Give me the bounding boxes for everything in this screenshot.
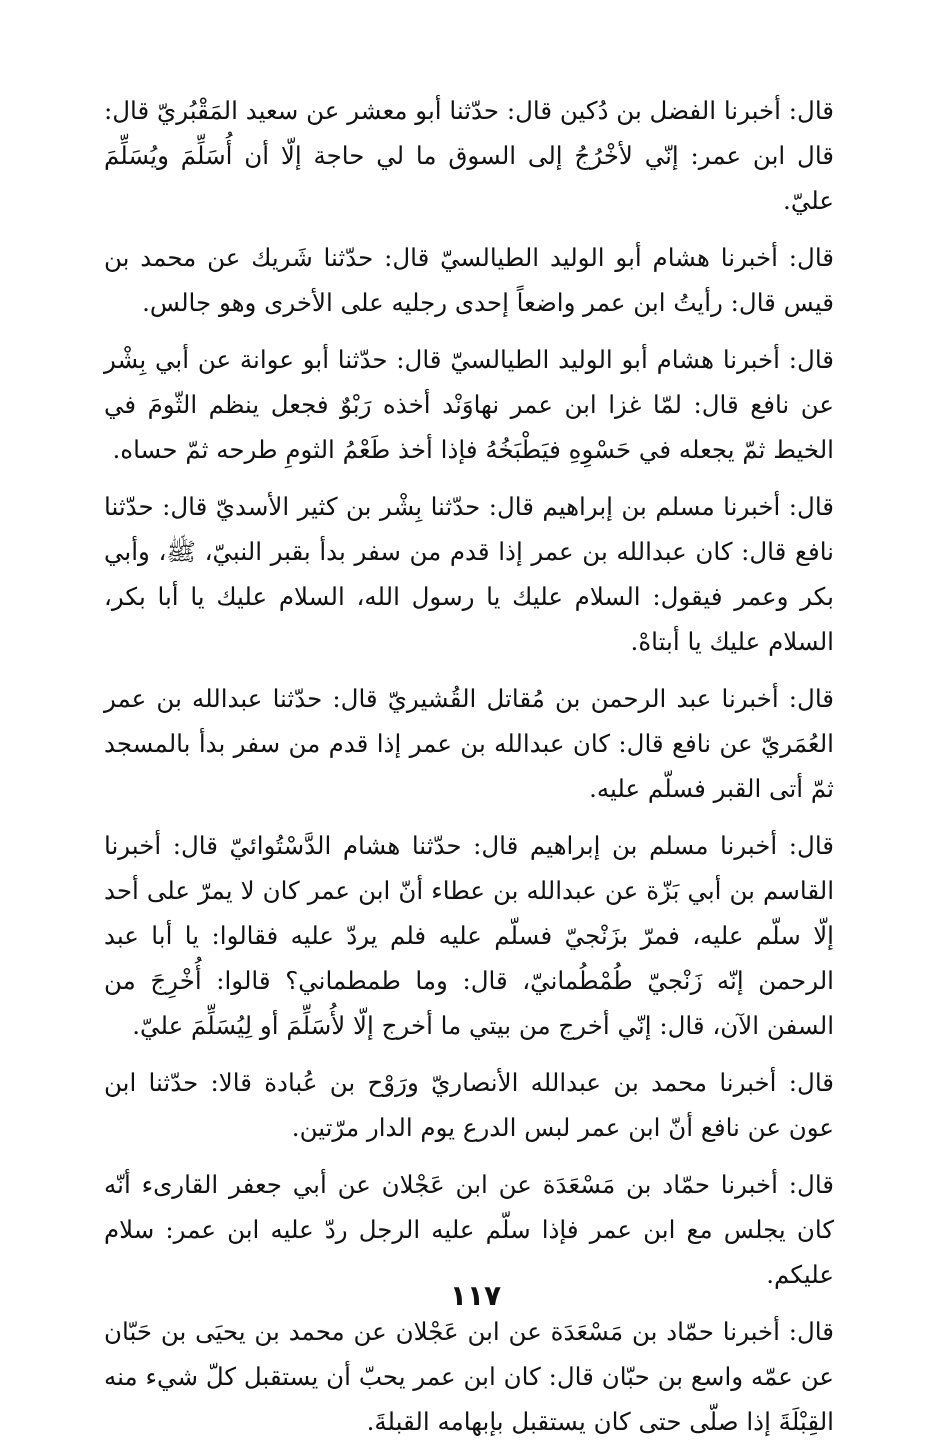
paragraph-9: قال: أخبرنا حمّاد بن مَسْعَدَة عن ابن عَجْلان عن محمد بن يحيَى بن حَبّان عن عمّه واسع بن حبّان قال: كان ابن عمر يحبّ أن يستقبل كلّ شيء منه القِبْلَةَ إذا صلّى حتى كان يستقبل بإبهامه القبلةَ. [104,1317,834,1436]
page-body [104,88,834,1444]
paragraph-5: قال: أخبرنا عبد الرحمن بن مُقاتل القُشيريّ قال: حدّثنا عبدالله بن عمر العُمَريّ عن نافع قال: كان عبدالله بن عمر إذا قدم من سفر بدأ بالمسجد ثمّ أتى القبر فسلّم عليه. [104,684,834,803]
paragraph-2: قال: أخبرنا هشام أبو الوليد الطيالسيّ قال: حدّثنا شَريك عن محمد بن قيس قال: رأيتُ ابن عمر واضعاً إحدى رجليه على الأخرى وهو جالس. [104,243,834,317]
paragraph-1: قال: أخبرنا الفضل بن دُكين قال: حدّثنا أبو معشر عن سعيد المَقْبُريّ قال: قال ابن عمر: إنّي لأخْرُجُ إلى السوق ما لي حاجة إلّا أن أُسَلِّمَ ويُسَلِّمَ عليّ. [104,96,834,215]
paragraph-6: قال: أخبرنا مسلم بن إبراهيم قال: حدّثنا هشام الدَّسْتُوائيّ قال: أخبرنا القاسم بن أبي بَزّة عن عبدالله بن عطاء أنّ ابن عمر كان لا يمرّ على أحد إلّا سلّم عليه، فمرّ بزَنْجيّ فسلّم عليه فلم يردّ عليه فقالوا: يا أبا عبد الرحمن إنّه زَنْجيّ طُمْطُمانيّ، قال: وما طمطماني؟ قالوا: أُخْرِجَ من السفن الآن، قال: إنّي أخرج من بيتي ما أخرج إلّا لأُسَلِّمَ أو لِيُسَلِّمَ عليّ. [104,831,834,1040]
paragraph-4: قال: أخبرنا مسلم بن إبراهيم قال: حدّثنا بِشْر بن كثير الأسديّ قال: حدّثنا نافع قال: كان عبدالله بن عمر إذا قدم من سفر بدأ بقبر النبيّ، ﷺ، وأبي بكر وعمر فيقول: السلام عليك يا رسول الله، السلام عليك يا أبا بكر، السلام عليك يا أبتاهْ. [104,492,834,656]
page-number: ١١٧ [449,1279,502,1312]
paragraph-8: قال: أخبرنا حمّاد بن مَسْعَدَة عن ابن عَجْلان عن أبي جعفر القارىء أنّه كان يجلس مع ابن عمر فإذا سلّم عليه الرجل ردّ عليه ابن عمر: سلام عليكم. [104,1170,834,1289]
paragraph-3: قال: أخبرنا هشام أبو الوليد الطيالسيّ قال: حدّثنا أبو عوانة عن أبي بِشْر عن نافع قال: لمّا غزا ابن عمر نهاوَنْد أخذه رَبْوٌ فجعل ينظم الثّومَ في الخيط ثمّ يجعله في حَسْوِهِ فيَطْبَخُهُ فإذا أخذ طَعْمُ الثومِ طرحه ثمّ حساه. [104,345,834,464]
paragraph-7: قال: أخبرنا محمد بن عبدالله الأنصاريّ ورَوْح بن عُبادة قالا: حدّثنا ابن عون عن نافع أنّ ابن عمر لبس الدرع يوم الدار مرّتين. [104,1068,834,1142]
